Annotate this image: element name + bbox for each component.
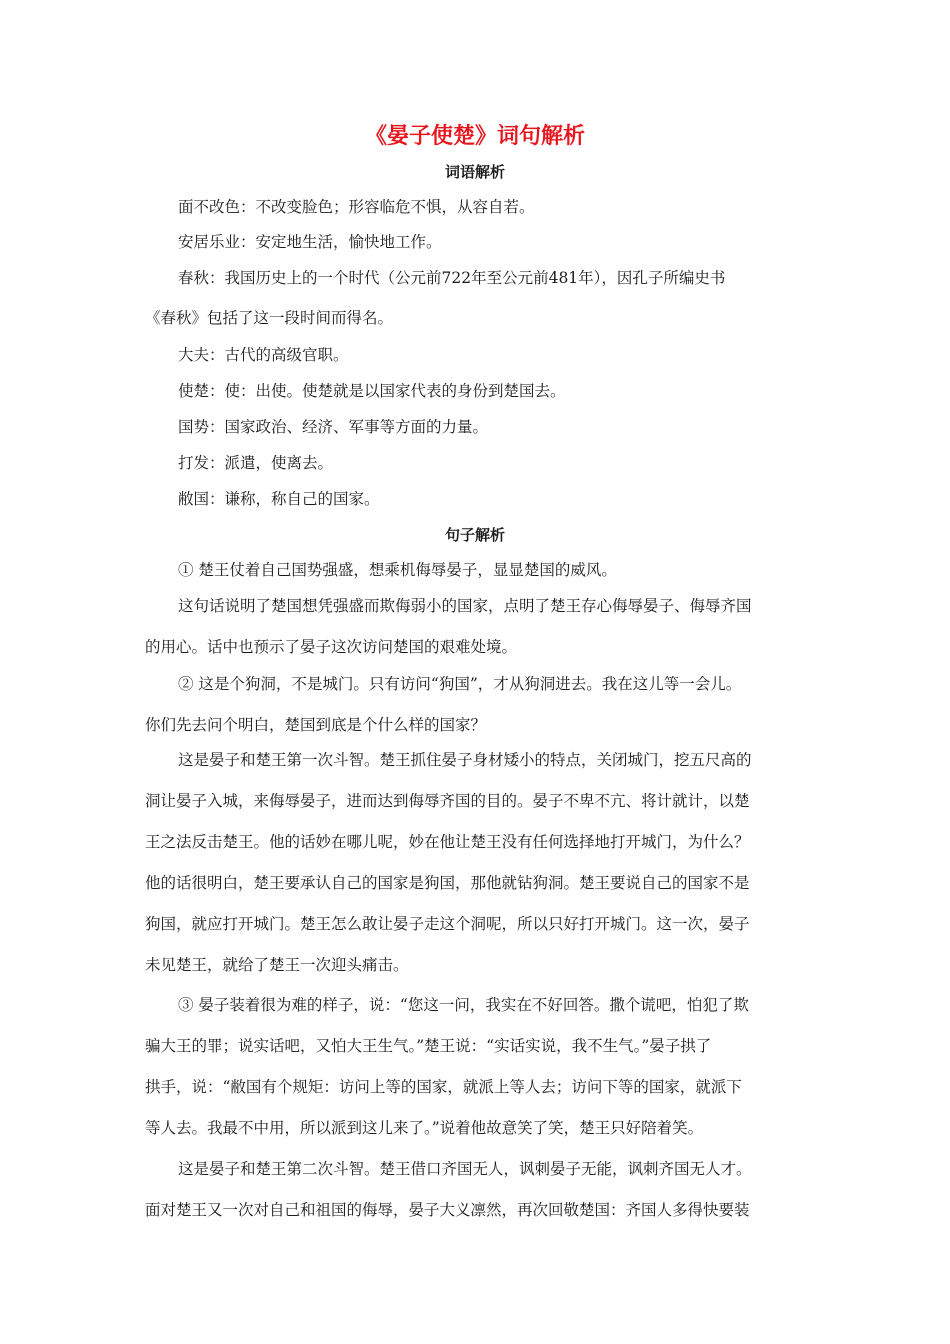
section-heading-words: 词语解析 — [444, 163, 505, 181]
text-line: 你们先去问个明白，楚国到底是个什么样的国家？ — [145, 716, 487, 734]
definition-item: 打发：派遣，使离去。 — [178, 454, 334, 472]
document-title: 《晏子使楚》词句解析 — [364, 124, 585, 149]
text-line: 王之法反击楚王。他的话妙在哪儿呢，妙在他让楚王没有任何选择地打开城门，为什么？ — [145, 833, 750, 851]
analysis-paragraph-1 — [145, 586, 805, 668]
section-heading-sentences: 句子解析 — [444, 526, 505, 544]
definition-item: 安居乐业：安定地生活，愉快地工作。 — [178, 233, 442, 251]
text-line: 这是晏子和楚王第二次斗智。楚王借口齐国无人，讽刺晏子无能，讽刺齐国无人才。 — [178, 1160, 752, 1178]
definition-item: 敝国：谦称，称自己的国家。 — [178, 490, 380, 508]
text-line: 拱手，说：“敝国有个规矩：访问上等的国家，就派上等人去；访问下等的国家，就派下 — [145, 1078, 742, 1096]
text-line: 这句话说明了楚国想凭强盛而欺侮弱小的国家，点明了楚王存心侮辱晏子、侮辱齐国 — [178, 597, 752, 615]
definition-item: 大夫：古代的高级官职。 — [178, 346, 349, 364]
text-line: 未见楚王，就给了楚王一次迎头痛击。 — [145, 956, 409, 974]
definition-item: 使楚：使：出使。使楚就是以国家代表的身份到楚国去。 — [178, 382, 566, 400]
text-line: 狗国，就应打开城门。楚王怎么敢让晏子走这个洞呢，所以只好打开城门。这一次，晏子 — [145, 915, 750, 933]
text-line: 骗大王的罪；说实话吧，又怕大王生气。”楚王说：“实话实说，我不生气。”晏子拱了 — [145, 1037, 712, 1055]
definition-item-continuation: 《春秋》包括了这一段时间而得名。 — [145, 309, 394, 327]
text-line: 这是晏子和楚王第一次斗智。楚王抓住晏子身材矮小的特点，关闭城门，挖五尺高的 — [178, 751, 752, 769]
definition-item: 春秋：我国历史上的一个时代（公元前722年至公元前481年），因孔子所编史书 — [178, 269, 726, 287]
text-line: 面对楚王又一次对自己和祖国的侮辱，晏子大义凛然，再次回敬楚国：齐国人多得快要装 — [145, 1201, 750, 1219]
sentence-quote-1: ① 楚王仗着自己国势强盛，想乘机侮辱晏子，显显楚国的威风。 — [178, 561, 617, 579]
text-line: 等人去。我最不中用，所以派到这儿来了。”说着他故意笑了笑，楚王只好陪着笑。 — [145, 1119, 704, 1137]
definition-item: 面不改色：不改变脸色；形容临危不惧，从容自若。 — [178, 198, 535, 216]
text-line: ② 这是个狗洞，不是城门。只有访问“狗国”，才从狗洞进去。我在这儿等一会儿。 — [178, 675, 742, 693]
text-line: ③ 晏子装着很为难的样子，说：“您这一问，我实在不好回答。撒个谎吧，怕犯了欺 — [178, 996, 749, 1014]
analysis-paragraph-2 — [145, 740, 805, 986]
definition-item: 国势：国家政治、经济、军事等方面的力量。 — [178, 418, 489, 436]
sentence-quote-3 — [145, 985, 805, 1149]
text-line: 他的话很明白，楚王要承认自己的国家是狗国，那他就钻狗洞。楚王要说自己的国家不是 — [145, 874, 750, 892]
text-line: 的用心。话中也预示了晏子这次访问楚国的艰难处境。 — [145, 638, 518, 656]
sentence-quote-2 — [145, 664, 805, 746]
text-line: 洞让晏子入城，来侮辱晏子，进而达到侮辱齐国的目的。晏子不卑不亢、将计就计，以楚 — [145, 792, 750, 810]
analysis-paragraph-3 — [145, 1149, 805, 1231]
